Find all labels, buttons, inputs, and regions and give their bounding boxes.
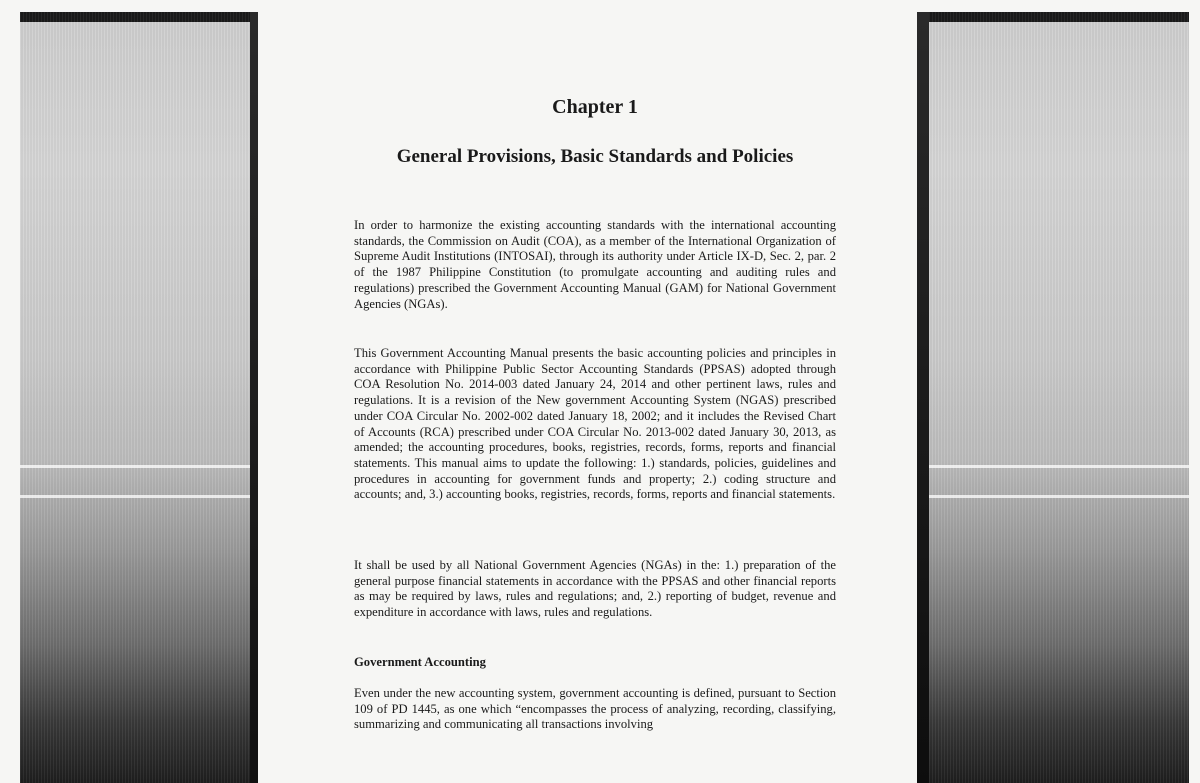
paragraph-intro: In order to harmonize the existing accounting standards with the international accounting standards, the Commission on Audit (COA), as a member of the International Organization of Supreme Audit Institutions (INTOSAI), through its authority under Article IX-D, Sec. 2, par. 2 of the 1987 Philippine Constitution (to promulgate accounting and auditing rules and regulations) prescribed the Government Accounting Manual (GAM) for National Government Agencies (NGAs).: [354, 218, 836, 311]
chapter-title: General Provisions, Basic Standards and Policies: [396, 146, 794, 167]
section-heading-government-accounting: Government Accounting: [354, 655, 486, 669]
chapter-label: Chapter 1: [552, 96, 638, 118]
paragraph-manual-overview: This Government Accounting Manual presents the basic accounting policies and principles in accordance with Philippine Public Sector Accounting Standards (PPSAS) adopted through COA Resolution No. 2014-003 dated January 24, 2014 and other pertinent laws, rules and regulations. It is a revision of the New government Accounting System (NGAS) prescribed under COA Circular No. 2002-002 dated January 18, 2002; and it includes the Revised Chart of Accounts (RCA) prescribed under COA Circular No. 2013-002 dated January 30, 2013, as amended; the accounting procedures, books, registries, records, forms, reports and financial statements. This manual aims to update the following: 1.) standards, policies, guidelines and procedures in accounting for government funds and property; 2.) coding structure and accounts; and, 3.) accounting books, registries, records, forms, reports and financial statements.: [354, 346, 836, 502]
paragraph-government-accounting: Even under the new accounting system, government accounting is defined, pursuant to Section 109 of PD 1445, as one which “encompasses the process of analyzing, recording, classifying, summarizing and communicating all transactions involving: [354, 686, 836, 732]
right-book-edge: [917, 12, 1189, 783]
document-page: [300, 0, 890, 783]
left-book-edge: [20, 12, 258, 783]
paragraph-usage: It shall be used by all National Government Agencies (NGAs) in the: 1.) preparation of the general purpose financial statements in accordance with the PPSAS and other financial reports as may be required by laws, rules and regulations; and, 2.) reporting of budget, revenue and expenditure in accordance with laws, rules and regulations.: [354, 558, 836, 620]
